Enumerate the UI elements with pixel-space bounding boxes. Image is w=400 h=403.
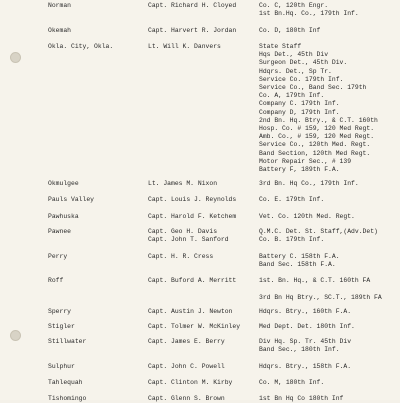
unit-list — [259, 253, 340, 269]
unit-list — [259, 2, 359, 18]
officer-names — [148, 253, 213, 261]
town-name: Roff — [48, 277, 64, 284]
officer-names — [148, 213, 236, 221]
unit-name: Band Section, 120th Med Regt. — [259, 149, 371, 157]
officer-names — [148, 27, 236, 35]
officer-name: Capt. Louis J. Reynolds — [148, 196, 237, 203]
unit-name: 1st Bn Hq Co 180th Inf — [259, 395, 344, 402]
unit-list — [259, 277, 370, 285]
unit-name: Vet. Co. 120th Med. Regt. — [259, 213, 355, 220]
officer-name: Capt. Glenn S. Brown — [148, 395, 225, 402]
officer-name: Capt. Harvert R. Jordan — [148, 27, 237, 34]
officer-name: Lt. Will K. Danvers — [148, 43, 221, 50]
town-name: Tishomingo — [48, 395, 87, 402]
town-name: Stillwater — [48, 338, 87, 345]
officer-names — [148, 277, 236, 285]
unit-name: Hdqrs. Btry., 160th F.A. — [259, 308, 352, 315]
unit-list — [259, 294, 382, 302]
unit-list — [259, 363, 351, 371]
unit-list — [259, 395, 343, 403]
unit-name: Q.M.C. Det. St. Staff,(Adv.Det) — [259, 228, 378, 235]
unit-name: Battery C. 158th F.A. — [259, 253, 340, 260]
unit-name: 3rd Bn Hq Btry., SC.T., 189th FA — [259, 294, 382, 301]
officer-names — [148, 180, 217, 188]
unit-name: Band Sec., 180th Inf. — [259, 346, 340, 354]
town-name: Norman — [48, 2, 72, 9]
officer-names — [148, 363, 225, 371]
unit-name: State Staff — [259, 43, 302, 50]
unit-name: Hqs Det., 45th Div — [259, 51, 329, 59]
officer-names — [148, 196, 236, 204]
unit-name: Co. B. 179th Inf. — [259, 236, 325, 244]
town-name: Pauls Valley — [48, 196, 95, 203]
officer-name: Lt. James M. Nixon — [148, 180, 218, 187]
unit-name: Hdqrs. Det., Sp Tr. — [259, 67, 332, 75]
officer-name: Capt. H. R. Cress — [148, 253, 214, 260]
unit-list — [259, 196, 324, 204]
unit-list — [259, 180, 359, 188]
officer-name: Capt. John C. Powell — [148, 363, 225, 370]
unit-name: Band Sec. 158th F.A. — [259, 261, 336, 269]
unit-name: 2nd Bn. Hq. Btry., & C.T. 160th — [259, 116, 378, 124]
unit-list — [259, 213, 355, 221]
unit-list — [259, 338, 351, 354]
officer-names — [148, 379, 232, 387]
unit-name: Amb. Co., # 159, 120 Med Regt. — [259, 133, 375, 141]
officer-name: Capt. Austin J. Newton — [148, 308, 233, 315]
unit-name: Co. E. 179th Inf. — [259, 196, 325, 203]
unit-name: Hosp. Co. # 159, 120 Med Regt. — [259, 125, 375, 133]
officer-names — [148, 2, 236, 10]
unit-name: Battery F, 189th F.A. — [259, 166, 340, 174]
unit-list — [259, 43, 378, 174]
officer-name: Capt. Tolmer W. McKinley — [148, 323, 241, 330]
unit-name: Co. C, 120th Engr. — [259, 2, 329, 9]
unit-name: Service Co., 120th Med. Regt. — [259, 141, 371, 149]
unit-name: Company C. 179th Inf. — [259, 100, 340, 108]
town-name: Stigler — [48, 323, 75, 330]
unit-list — [259, 228, 378, 244]
unit-name: 1st Bn.Hq. Co., 179th Inf. — [259, 10, 359, 18]
unit-name: Co. M, 180th Inf. — [259, 379, 325, 386]
unit-name: Co. D, 180th Inf — [259, 27, 321, 34]
officer-name: Capt. James E. Berry — [148, 338, 225, 345]
unit-name: Surgeon Det., 45th Div. — [259, 59, 348, 67]
town-name: Okla. City, Okla. — [48, 43, 114, 50]
town-name: Okmulgee — [48, 180, 79, 187]
unit-name: Hdqrs. Btry., 158th F.A. — [259, 363, 352, 370]
unit-name: Med Dept. Det. 180th Inf. — [259, 323, 355, 330]
unit-name: Div Hq. Sp. Tr. 45th Div — [259, 338, 352, 345]
unit-name: Co. A, 179th Inf. — [259, 92, 325, 100]
unit-name: 1st. Bn. Hq., & C.T. 160th FA — [259, 277, 371, 284]
unit-name: Service Co. 179th Inf. — [259, 75, 344, 83]
unit-list — [259, 323, 355, 331]
officer-name: Capt. John T. Sanford — [148, 236, 229, 244]
unit-list — [259, 27, 320, 35]
town-name: Sulphur — [48, 363, 75, 370]
officer-name: Capt. Geo H. Davis — [148, 228, 218, 235]
town-name: Perry — [48, 253, 68, 260]
town-name: Tahlequah — [48, 379, 83, 386]
binder-hole — [10, 52, 21, 63]
town-name: Pawnee — [48, 228, 72, 235]
officer-name: Capt. Buford A. Merritt — [148, 277, 237, 284]
officer-names — [148, 323, 240, 331]
unit-name: Service Co., Band Sec. 179th — [259, 84, 367, 92]
town-name: Pawhuska — [48, 213, 79, 220]
officer-names — [148, 308, 232, 316]
unit-name: Motor Repair Sec., # 139 — [259, 157, 352, 165]
officer-names — [148, 395, 225, 403]
officer-names — [148, 228, 229, 244]
officer-names — [148, 43, 221, 51]
town-name: Sperry — [48, 308, 72, 315]
town-name: Okemah — [48, 27, 72, 34]
unit-name: 3rd Bn. Hq Co., 179th Inf. — [259, 180, 359, 187]
binder-hole — [10, 330, 21, 341]
unit-list — [259, 308, 351, 316]
officer-name: Capt. Clinton M. Kirby — [148, 379, 233, 386]
officer-name: Capt. Harold F. Ketchem — [148, 213, 237, 220]
officer-names — [148, 338, 225, 346]
unit-name: Company D, 179th Inf. — [259, 108, 340, 116]
officer-name: Capt. Richard H. Cloyed — [148, 2, 237, 9]
unit-list — [259, 379, 324, 387]
